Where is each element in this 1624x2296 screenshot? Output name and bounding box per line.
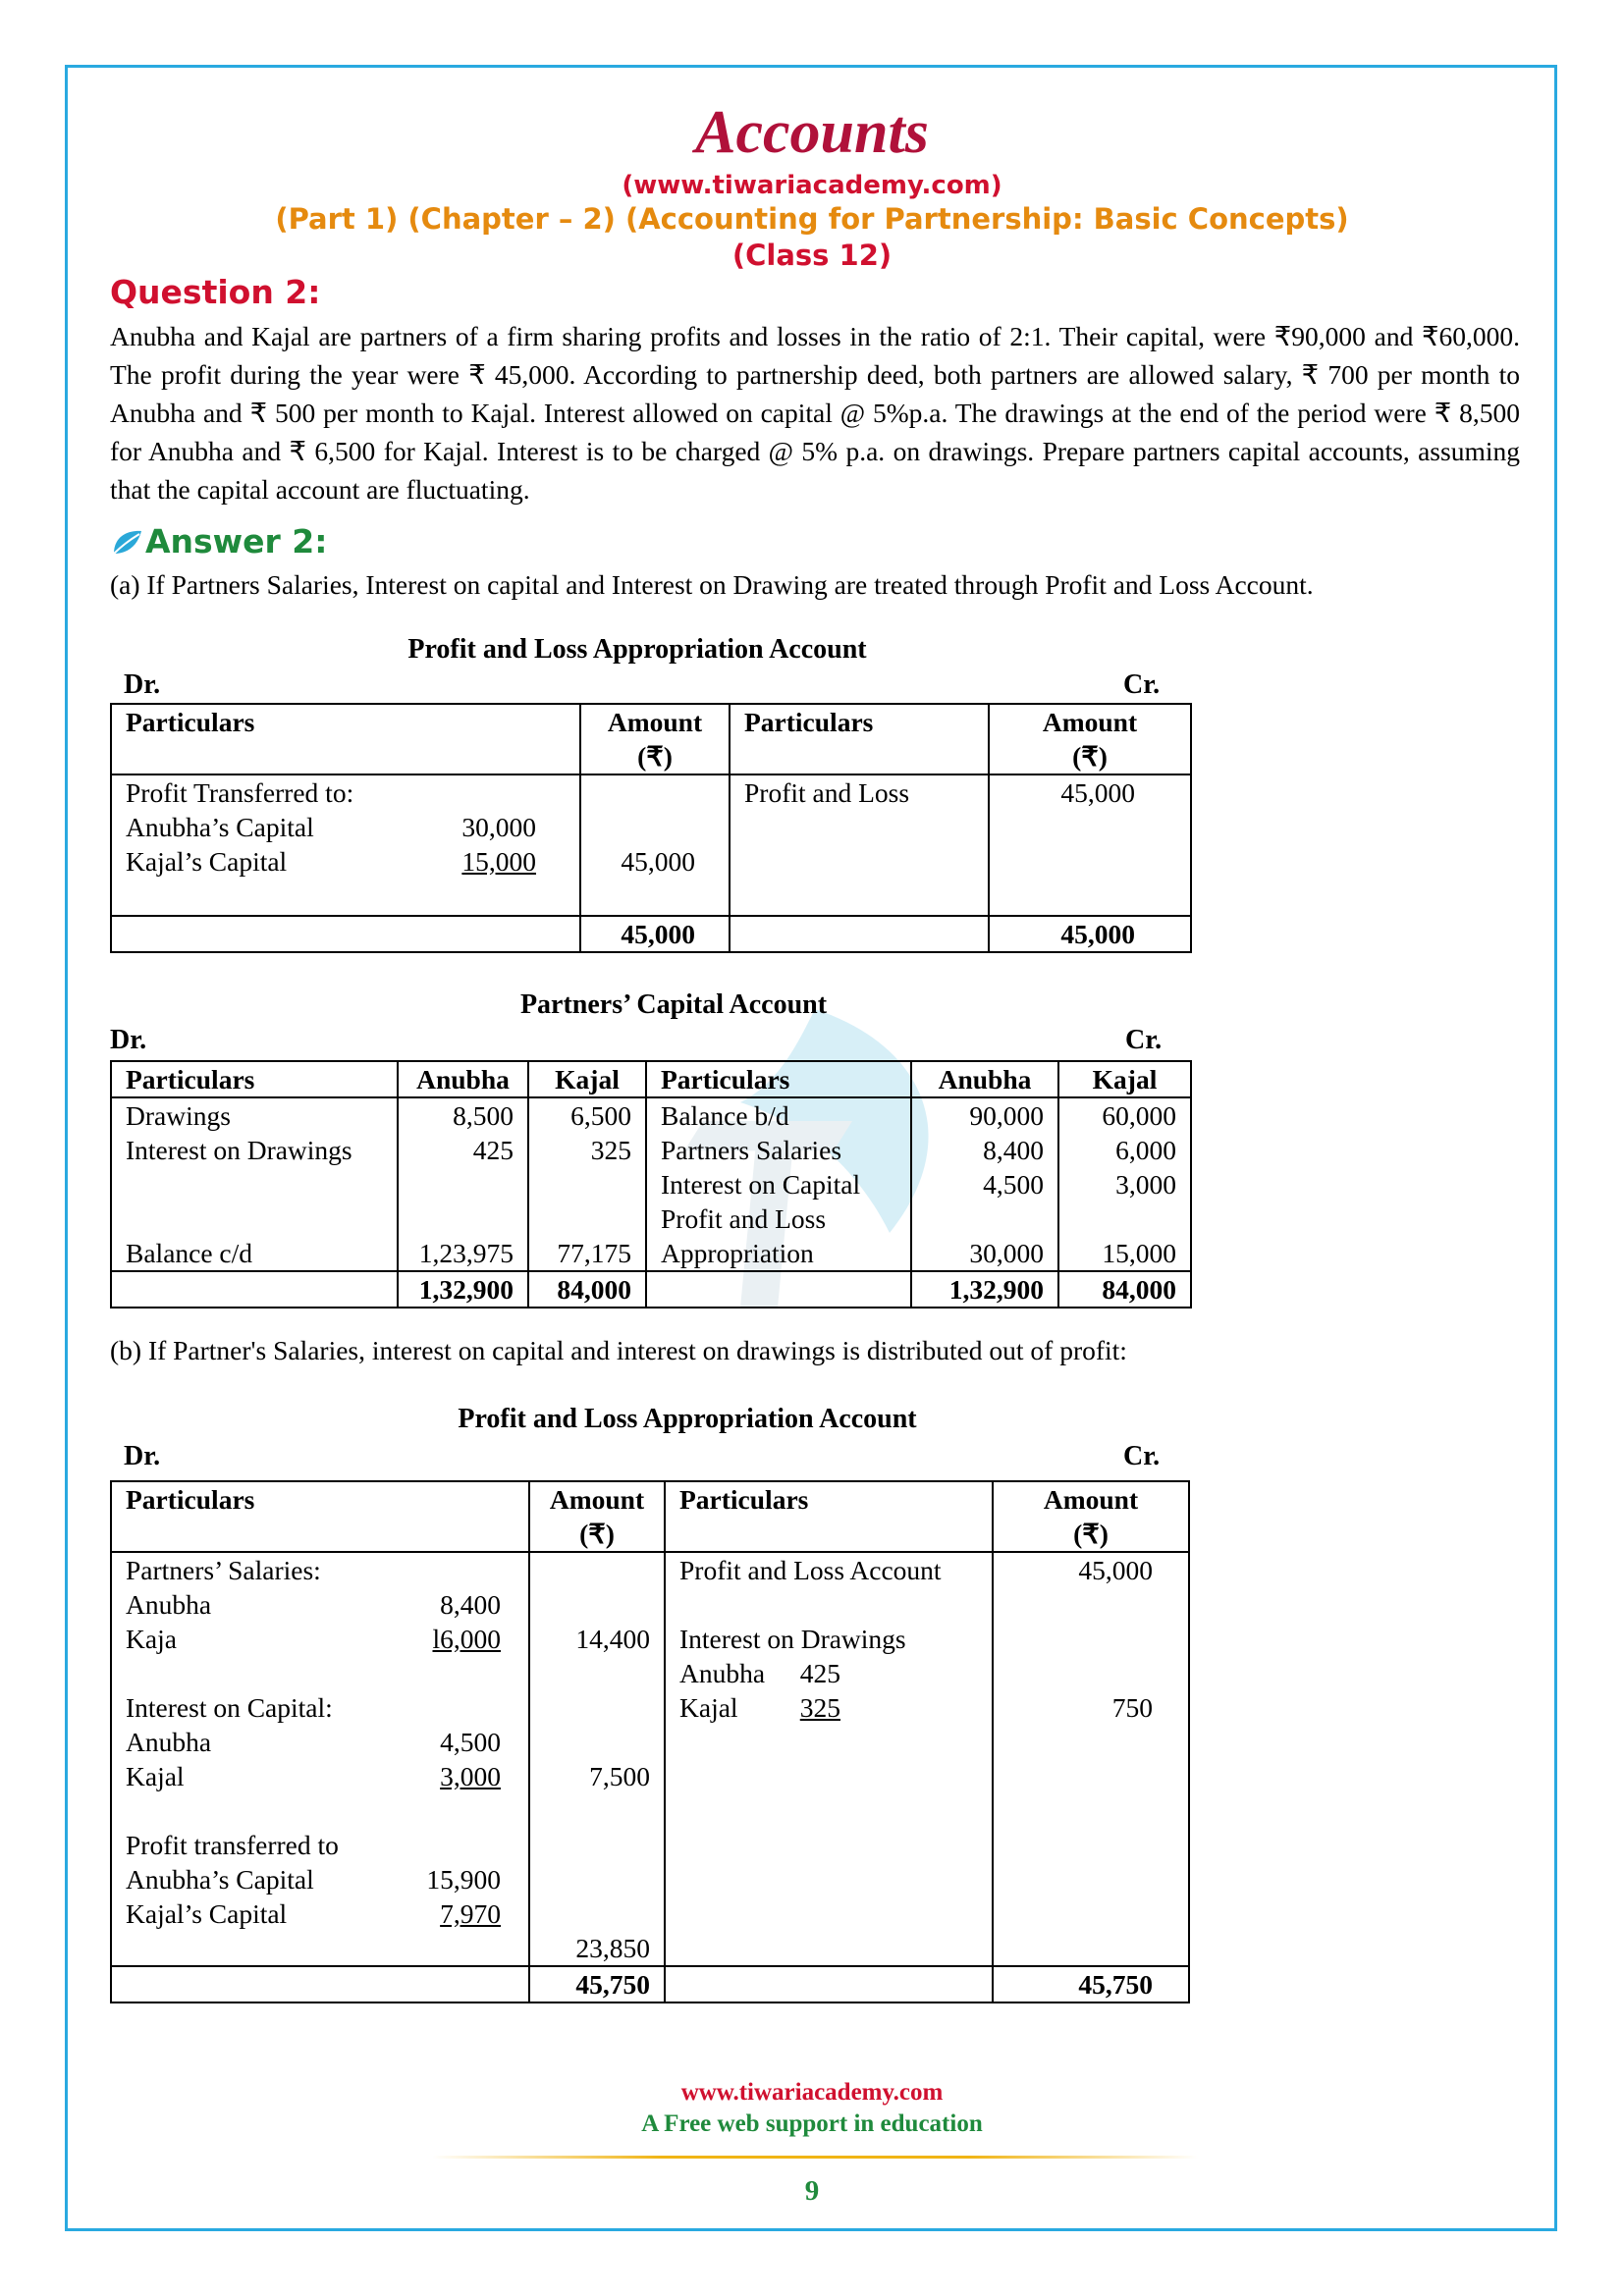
table2-cr: Cr. bbox=[1125, 1025, 1163, 1055]
table2-h-kajal-left: Kajal bbox=[528, 1061, 646, 1097]
table2-dr: Dr. bbox=[110, 1025, 147, 1055]
table1-h-amount-left: Amount (₹) bbox=[580, 704, 730, 774]
footer-tagline: A Free web support in education bbox=[641, 2110, 983, 2137]
table3-title: Profit and Loss Appropriation Account bbox=[458, 1404, 917, 1434]
header-class: (Class 12) bbox=[731, 239, 893, 272]
question-heading: Question 2: bbox=[110, 273, 321, 311]
table1-left-head: Profit Transferred to: bbox=[126, 777, 354, 808]
table1-l-r1-val: 30,000 bbox=[461, 812, 536, 842]
table1-l-r1-name: Anubha’s Capital bbox=[126, 812, 314, 842]
table2-total-left-anubha: 1,32,900 bbox=[398, 1271, 528, 1308]
table1-l-r2-name: Kajal’s Capital bbox=[126, 846, 288, 877]
table2-total-blank-right bbox=[646, 1271, 911, 1308]
footer-site: www.tiwariacademy.com bbox=[680, 2079, 944, 2106]
answer-note-a: (a) If Partners Salaries, Interest on capital and Interest on Drawing are treated through Profit and Loss Account. bbox=[110, 569, 1314, 600]
table1-total-blank-right bbox=[730, 916, 989, 952]
table3-total-blank-right bbox=[665, 1966, 993, 2002]
page-title: Accounts bbox=[695, 99, 929, 166]
table2-right-particulars: Balance b/d Partners Salaries Interest on Capital Profit and Loss Appropriation bbox=[646, 1097, 911, 1271]
table1-l-r2-val: 15,000 bbox=[461, 846, 536, 877]
table3-dr: Dr. bbox=[124, 1441, 161, 1471]
table2-h-particulars-left: Particulars bbox=[111, 1061, 398, 1097]
table2-right-anubha: 90,000 8,400 4,500 30,000 bbox=[911, 1097, 1058, 1271]
table3-left-amount: 14,400 7,500 23,850 bbox=[529, 1552, 665, 1966]
footer-divider bbox=[432, 2156, 1198, 2159]
table2-total-right-anubha: 1,32,900 bbox=[911, 1271, 1058, 1308]
table1-appropriation bbox=[110, 703, 1192, 953]
answer-heading-row bbox=[110, 522, 327, 561]
answer-heading: Answer 2: bbox=[145, 522, 328, 561]
table3-h-particulars-right: Particulars bbox=[665, 1481, 993, 1552]
leaf-logo-icon bbox=[110, 527, 143, 557]
table3-left-particulars: Partners’ Salaries: Anubha 8,400 Kaja l6,000 Interest on Capital: Anubha 4,500 Kajal 3,000 Profit transferred to Anubha’s Capital 15,900 Kajal’s Capital 7,970 bbox=[111, 1552, 529, 1966]
table3-total-left: 45,750 bbox=[529, 1966, 665, 2002]
table2-h-anubha-right: Anubha bbox=[911, 1061, 1058, 1097]
page-number: 9 bbox=[804, 2175, 820, 2207]
table3-h-amount-right: Amount (₹) bbox=[993, 1481, 1189, 1552]
table2-title: Partners’ Capital Account bbox=[519, 989, 828, 1020]
table1-h-amount-right: Amount (₹) bbox=[989, 704, 1191, 774]
table3-right-amount: 45,000 750 bbox=[993, 1552, 1189, 1966]
table2-h-particulars-right: Particulars bbox=[646, 1061, 911, 1097]
table1-title: Profit and Loss Appropriation Account bbox=[407, 634, 867, 665]
question-text: Anubha and Kajal are partners of a firm sharing profits and losses in the ratio of 2:1. Their capital, were ₹90,000 and ₹60,000. The profit during the year were ₹ 45,000. According to partnership deed, both partners are allowed salary, ₹ 700 per month to Anubha and ₹ 500 per month to Kajal. Interest allowed on capital @ 5%p.a. The drawings at the end of the period were ₹ 8,500 for Anubha and ₹ 6,500 for Kajal. Interest is to be charged @ 5% p.a. on drawings. Prepare partners capital accounts, assuming that the capital account are fluctuating. bbox=[110, 321, 1520, 505]
table1-total-blank-left bbox=[111, 916, 580, 952]
table2-right-kajal: 60,000 6,000 3,000 15,000 bbox=[1058, 1097, 1191, 1271]
table2-left-kajal: 6,500 325 77,175 bbox=[528, 1097, 646, 1271]
table2-total-blank-left bbox=[111, 1271, 398, 1308]
table2-h-anubha-left: Anubha bbox=[398, 1061, 528, 1097]
table3-total-right: 45,750 bbox=[993, 1966, 1189, 2002]
table2-left-anubha: 8,500 425 1,23,975 bbox=[398, 1097, 528, 1271]
table1-total-right: 45,000 bbox=[989, 916, 1191, 952]
table2-total-left-kajal: 84,000 bbox=[528, 1271, 646, 1308]
table1-h-particulars-right: Particulars bbox=[730, 704, 989, 774]
table3-cr: Cr. bbox=[1123, 1441, 1161, 1471]
answer-note-b: (b) If Partner's Salaries, interest on capital and interest on drawings is distributed out of profit: bbox=[110, 1335, 1127, 1365]
table1-right-particulars: Profit and Loss bbox=[730, 774, 989, 916]
table2-h-kajal-right: Kajal bbox=[1058, 1061, 1191, 1097]
table3-total-blank-left bbox=[111, 1966, 529, 2002]
table1-right-amount: 45,000 bbox=[989, 774, 1191, 916]
table1-dr: Dr. bbox=[124, 669, 161, 700]
header-chapter: (Part 1) (Chapter – 2) (Accounting for Partnership: Basic Concepts) bbox=[275, 202, 1349, 236]
table1-total-left: 45,000 bbox=[580, 916, 730, 952]
table2-total-right-kajal: 84,000 bbox=[1058, 1271, 1191, 1308]
table1-left-amount: 45,000 bbox=[580, 774, 730, 916]
table1-left-particulars bbox=[111, 774, 580, 916]
table3-h-particulars-left: Particulars bbox=[111, 1481, 529, 1552]
table3-appropriation bbox=[110, 1480, 1190, 2003]
table3-h-amount-left: Amount (₹) bbox=[529, 1481, 665, 1552]
table1-h-particulars-left: Particulars bbox=[111, 704, 580, 774]
table3-right-particulars: Profit and Loss Account Interest on Drawings Anubha 425 Kajal 325 bbox=[665, 1552, 993, 1966]
table2-capital-account bbox=[110, 1060, 1192, 1308]
header-site: (www.tiwariacademy.com) bbox=[622, 171, 1002, 200]
table2-left-particulars: Drawings Interest on Drawings Balance c/d bbox=[111, 1097, 398, 1271]
table1-cr: Cr. bbox=[1123, 669, 1161, 700]
